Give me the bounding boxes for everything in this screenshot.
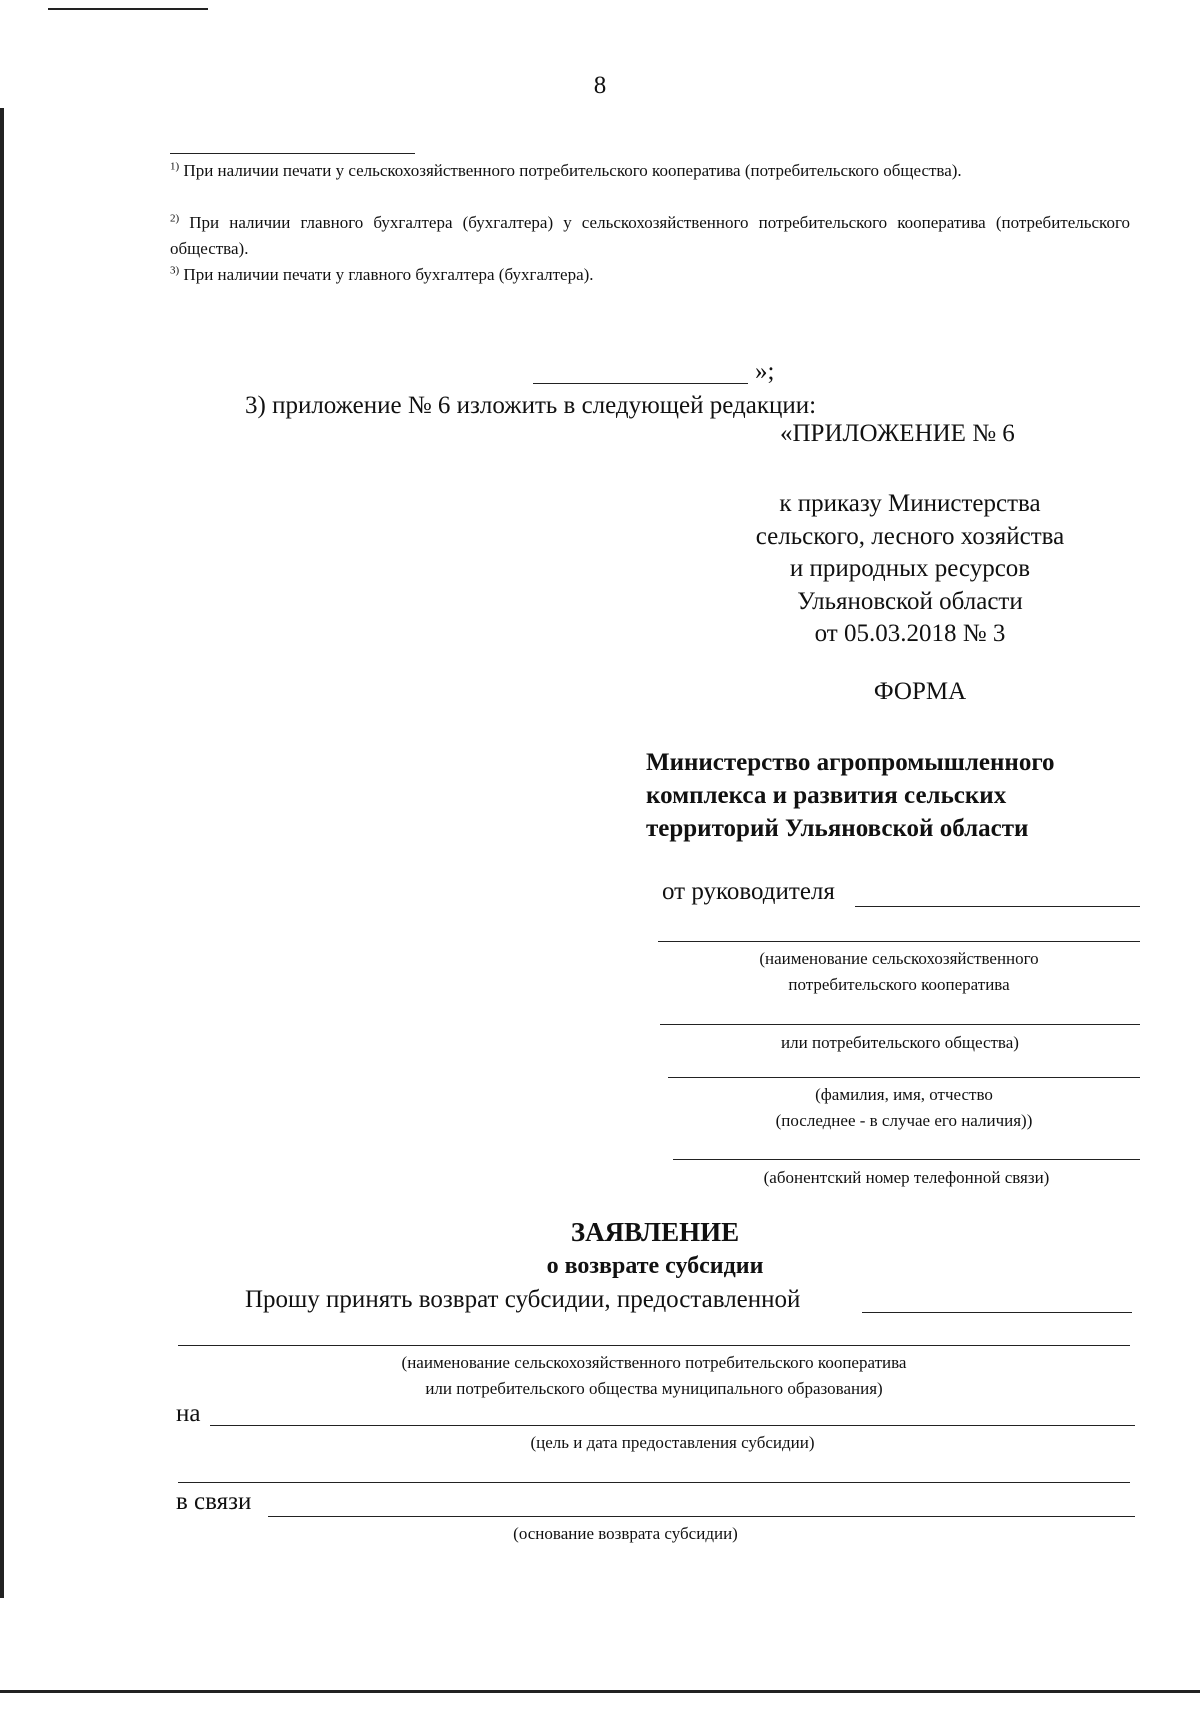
caption-line: (наименование сельскохозяйственного потребительского кооператива [401,1353,907,1372]
footnote-mark: 3) [170,264,180,277]
addressee-line: территорий Ульяновской области [646,815,1029,842]
footnote-text: При наличии главного бухгалтера (бухгалтера) у сельскохозяйственного потребительского кооператива (потребительского общества). [170,213,1130,258]
blank-line-manager [855,906,1140,907]
blank-line-reason [268,1516,1135,1517]
order-ref-line: сельского, лесного хозяйства [755,522,1065,550]
addressee [646,746,1146,845]
quote-close: »; [755,358,775,385]
blank-line-provider [862,1312,1132,1313]
blank-line-org-1 [658,941,1140,942]
caption-reason: (основание возврата субсидии) [513,1524,738,1543]
order-ref-line: от 05.03.2018 № 3 [814,620,1006,647]
statement-subtitle: о возврате субсидии [546,1253,764,1279]
caption-line: (последнее - в случае его наличия)) [775,1111,1033,1130]
blank-line-org-2 [660,1024,1140,1025]
caption-line: (фамилия, имя, отчество [815,1085,993,1104]
scan-artifact-top [48,8,208,10]
caption-line: или потребительского общества муниципального образования) [425,1379,883,1398]
scan-artifact-bottom [0,1690,1200,1693]
blank-line-fio [668,1077,1140,1078]
footnote-text: При наличии печати у главного бухгалтера (бухгалтера). [183,265,594,284]
item-3-text: 3) приложение № 6 изложить в следующей редакции: [245,392,817,419]
footnote-mark: 2) [170,212,180,225]
blank-line-purpose [210,1425,1135,1426]
blank-line-org-municipal [178,1345,1130,1346]
caption-line: (наименование сельскохозяйственного [759,949,1039,968]
caption-line: потребительского кооператива [788,975,1010,994]
form-label: ФОРМА [873,678,967,705]
blank-line-phone [673,1159,1140,1160]
footnote-2 [170,210,1130,262]
caption-phone: (абонентский номер телефонной связи) [763,1168,1050,1187]
caption-org-name-cont: или потребительского общества) [781,1033,1019,1052]
caption-org-name [658,946,1140,998]
order-ref-line: к приказу Министерства [779,490,1041,517]
footnote-3 [170,262,1130,288]
due-label: в связи [176,1488,252,1515]
scan-artifact-left-edge [0,108,4,1598]
on-label: на [176,1400,201,1427]
caption-purpose-date: (цель и дата предоставления субсидии) [530,1433,815,1452]
addressee-line: Министерство агропромышленного [646,749,1055,776]
footnote-mark: 1) [170,160,180,173]
addressee-line: комплекса и развития сельских [646,782,1007,809]
order-reference [700,488,1120,651]
caption-fio [668,1082,1140,1134]
request-text: Прошу принять возврат субсидии, предоставленной [245,1286,801,1313]
from-label: от руководителя [662,878,835,905]
order-ref-line: и природных ресурсов [789,555,1031,582]
footnote-1 [170,158,1130,184]
footnote-text: При наличии печати у сельскохозяйственного потребительского кооператива (потребительского общества). [183,161,962,180]
appendix-title: «ПРИЛОЖЕНИЕ № 6 [780,420,1015,447]
statement-title: ЗАЯВЛЕНИЕ [570,1217,740,1247]
footnote-separator [170,153,415,154]
page-number: 8 [593,72,607,99]
caption-org-municipal [178,1350,1130,1402]
order-ref-line: Ульяновской области [797,587,1023,615]
blank-line-quote [533,383,748,384]
blank-line-purpose-cont [178,1482,1130,1483]
